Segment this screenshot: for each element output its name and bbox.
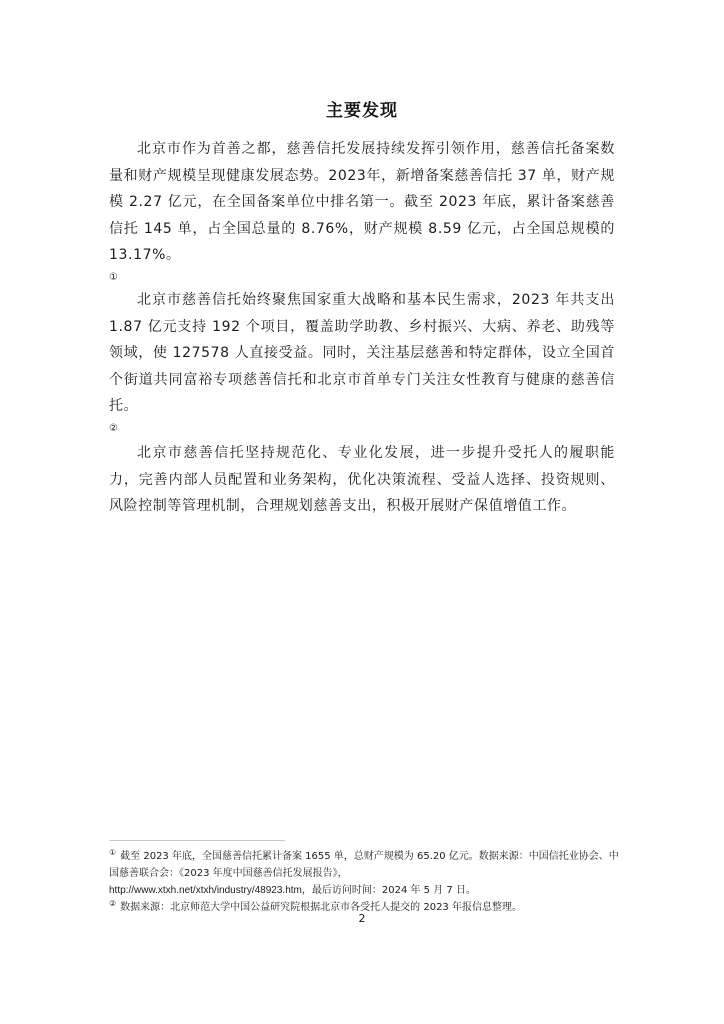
paragraph-2	[109, 287, 615, 438]
paragraph-1	[109, 136, 615, 287]
page-title: 主要发现	[326, 101, 398, 121]
footnote-2-mark: ②	[109, 898, 117, 908]
footnote-1-text: 截至 2023 年底，全国慈善信托累计备案 1655 单，总财产规模为 65.20 亿元。数据来源：中国信托业协会、中国慈善联合会：《2023 年度中国慈善信托发展报告》，	[109, 851, 619, 879]
footnote-ref-1[interactable]: ①	[109, 271, 118, 283]
footnote-1	[109, 848, 619, 899]
paragraph-2-text: 北京市慈善信托始终聚焦国家重大战略和基本民生需求，2023 年共支出 1.87 亿元支持 192 个项目，覆盖助学助教、乡村振兴、大病、养老、助残等领域，使 127578 人直接受益。同时，关注基层慈善和特定群体，设立全国首个街道共同富裕专项慈善信托和北京市首单专门关注女性教育与健康的慈善信托。	[109, 292, 615, 414]
footnotes	[109, 848, 619, 916]
paragraph-1-text: 北京市作为首善之都，慈善信托发展持续发挥引领作用，慈善信托备案数量和财产规模呈现健康发展态势。2023年，新增备案慈善信托 37 单，财产规模 2.27 亿元，在全国备案单位中排名第一。截至 2023 年底，累计备案慈善信托 145 单，占全国总量的 8.76%，财产规模 8.59 亿元，占全国总规模的 13.17%。	[109, 141, 615, 263]
paragraph-3-text: 北京市慈善信托坚持规范化、专业化发展，进一步提升受托人的履职能力，完善内部人员配置和业务架构，优化决策流程、受益人选择、投资规则、风险控制等管理机制，合理规划慈善支出，积极开展财产保值增值工作。	[109, 445, 615, 514]
footnote-1-access-date: ，最后访问时间：2024 年 5 月 7 日。	[301, 885, 476, 896]
page-number: 2	[358, 912, 366, 925]
footnote-1-link[interactable]: http://www.xtxh.net/xtxh/industry/48923.htm	[109, 885, 302, 896]
footnote-divider	[109, 840, 285, 841]
paragraph-3	[109, 440, 615, 520]
footnote-1-mark: ①	[109, 847, 117, 857]
footnote-ref-2[interactable]: ②	[109, 422, 118, 434]
footnote-2-text: 数据来源：北京师范大学中国公益研究院根据北京市各受托人提交的 2023 年报信息整理。	[120, 902, 522, 913]
